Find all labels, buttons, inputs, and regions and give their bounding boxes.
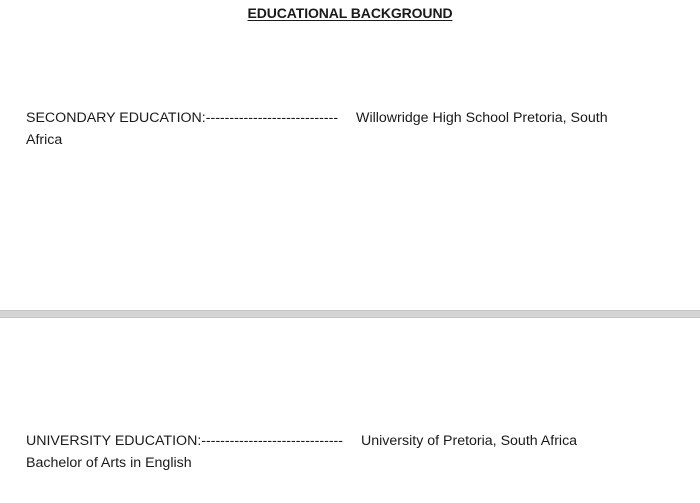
document-page-2 (0, 318, 700, 503)
university-degree-line (26, 453, 192, 473)
page-break-separator (0, 310, 700, 318)
heading-text: EDUCATIONAL BACKGROUND (247, 5, 453, 21)
secondary-education-label: SECONDARY EDUCATION: (26, 110, 206, 126)
university-education-institution: University of Pretoria, South Africa (361, 433, 578, 449)
university-education-dashes: ------------------------------ (201, 433, 344, 449)
secondary-education-school-continued: Africa (26, 132, 63, 148)
university-education-line (26, 431, 577, 451)
university-education-label: UNIVERSITY EDUCATION: (26, 433, 202, 449)
secondary-education-line (26, 108, 608, 128)
secondary-education-dashes: ---------------------------- (205, 110, 339, 126)
secondary-education-line-continued (26, 130, 62, 150)
section-heading (0, 5, 700, 21)
secondary-education-school: Willowridge High School Pretoria, South (356, 110, 608, 126)
university-degree: Bachelor of Arts in English (26, 455, 192, 471)
